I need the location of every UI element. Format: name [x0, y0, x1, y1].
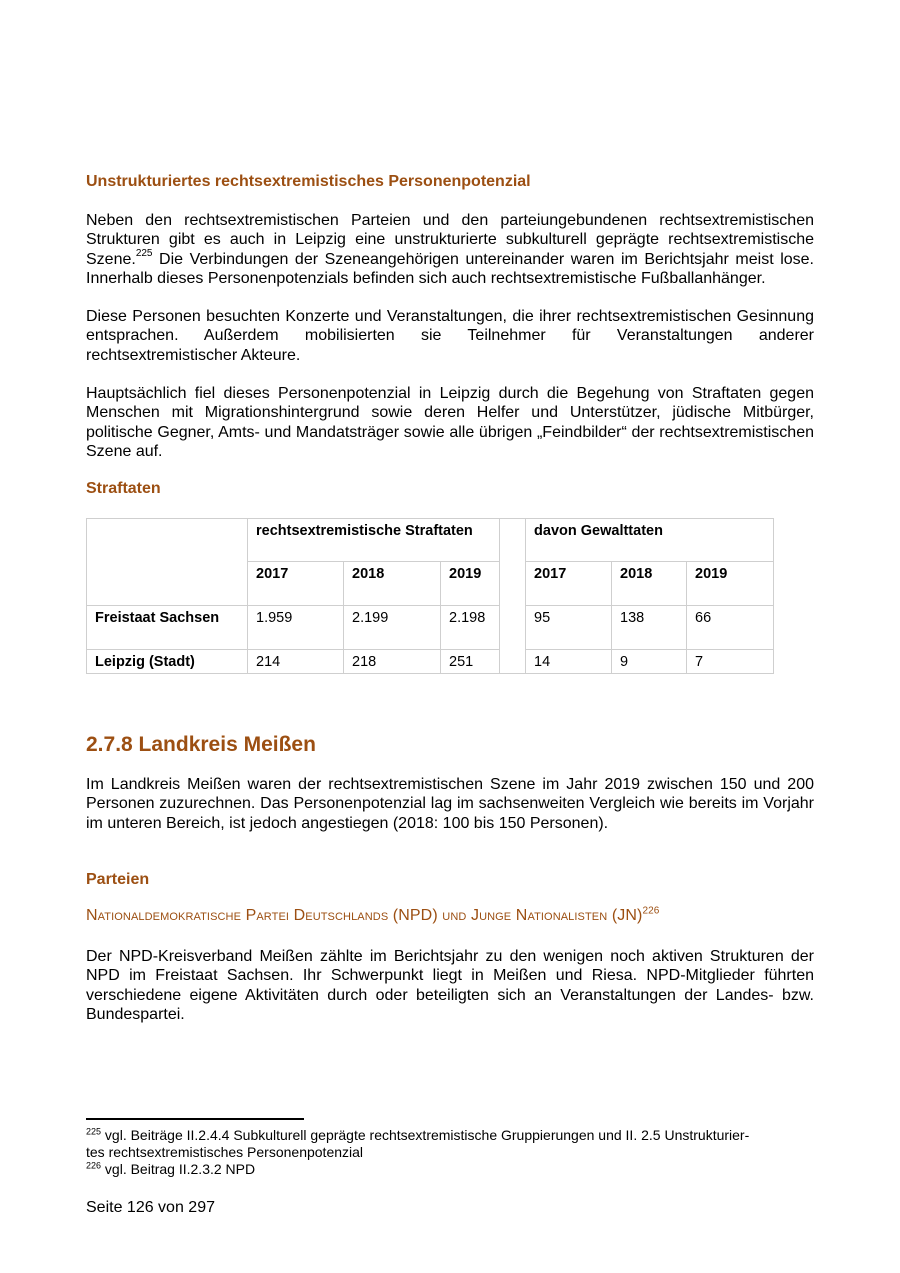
table-year-header: 2018: [612, 562, 687, 606]
table-cell: 2.199: [344, 606, 441, 650]
table-row: [87, 606, 774, 650]
table-cell: 2.198: [441, 606, 500, 650]
footnote-226: [86, 1161, 814, 1178]
table-cell: 1.959: [248, 606, 344, 650]
footnote-divider: [86, 1118, 304, 1120]
table-cell: 218: [344, 650, 441, 674]
footnote-ref-226[interactable]: 226: [642, 905, 660, 917]
straftaten-table: [86, 518, 774, 674]
table-year-header: 2018: [344, 562, 441, 606]
paragraph-text: Neben den rechtsextremistischen Parteien und den parteiungebundenen rechtsextremistischen Strukturen gibt es auch in Leipzig eine unstrukturierte subkulturell geprägte rechtsextremistische Szene.: [86, 212, 814, 268]
table-cell: 251: [441, 650, 500, 674]
footnote-text: vgl. Beiträge II.2.4.4 Subkulturell geprägte rechtsextremistische Gruppierungen und II. 2.5 Unstrukturier-: [101, 1127, 750, 1143]
table-group-header-gewalttaten: davon Gewalttaten: [526, 519, 774, 562]
paragraph-szene: [86, 211, 814, 288]
table-year-header: 2019: [441, 562, 500, 606]
footnote-number: 226: [86, 1160, 102, 1171]
paragraph-meissen: Im Landkreis Meißen waren der rechtsextremistischen Szene im Jahr 2019 zwischen 150 und 200 Personen zuzurechnen. Das Personenpotenzial lag im sachsenweiten Vergleich wie bereits im Vorjahr im unteren Bereich, ist jedoch angestiegen (2018: 100 bis 150 Personen).: [86, 776, 814, 832]
table-row-label: Freistaat Sachsen: [87, 606, 248, 650]
npd-heading-text: Nationaldemokratische Partei Deutschlands (NPD) und Junge Nationalisten (JN): [86, 907, 643, 924]
table-cell: 9: [612, 650, 687, 674]
footnotes: [86, 1127, 814, 1178]
table-group-header-straftaten: rechtsextremistische Straftaten: [248, 519, 500, 562]
footnote-225: [86, 1127, 814, 1161]
chapter-heading-meissen: 2.7.8 Landkreis Meißen: [86, 733, 316, 756]
table-cell: 14: [526, 650, 612, 674]
table-year-header: 2019: [687, 562, 774, 606]
paragraph-konzerte: Diese Personen besuchten Konzerte und Veranstaltungen, die ihrer rechtsextremistischen Gesinnung entsprachen. Außerdem mobilisierten sie Teilnehmer für Veranstaltungen anderer rechtsextremistischer Akteure.: [86, 308, 814, 364]
table-row-label: Leipzig (Stadt): [87, 650, 248, 674]
table-cell: 95: [526, 606, 612, 650]
table-cell: 138: [612, 606, 687, 650]
table-cell: 66: [687, 606, 774, 650]
table-row: [87, 650, 774, 674]
footnote-text: vgl. Beitrag II.2.3.2 NPD: [101, 1161, 256, 1177]
footnote-ref-225[interactable]: 225: [135, 248, 153, 260]
footnote-number: 225: [86, 1126, 102, 1137]
npd-heading: [86, 907, 659, 925]
section-heading-personenpotenzial: Unstrukturiertes rechtsextremistisches Personenpotenzial: [86, 173, 531, 190]
paragraph-text: Die Verbindungen der Szeneangehörigen untereinander waren im Berichtsjahr meist lose. Innerhalb dieses Personenpotenzials befinden sich auch rechtsextremistische Fußballanhänger.: [86, 250, 814, 287]
table-cell: 214: [248, 650, 344, 674]
paragraph-straftaten-beschreibung: Hauptsächlich fiel dieses Personenpotenzial in Leipzig durch die Begehung von Straftaten gegen Menschen mit Migrationshintergrund sowie deren Helfer und Unterstützer, jüdische Mitbürger, politische Gegner, Amts- und Mandatsträger sowie alle übrigen „Feindbilder“ der rechtsextremistischen Szene auf.: [86, 385, 814, 460]
table-spacer-column: [500, 519, 526, 674]
table-year-header: 2017: [248, 562, 344, 606]
paragraph-npd: Der NPD-Kreisverband Meißen zählte im Berichtsjahr zu den wenigen noch aktiven Strukturen der NPD im Freistaat Sachsen. Ihr Schwerpunkt liegt in Meißen und Riesa. NPD-Mitglieder führten verschiedene eigene Aktivitäten durch oder beteiligten sich an Veranstaltungen der Landes- bzw. Bundespartei.: [86, 948, 814, 1023]
footnote-text: tes rechtsextremistisches Personenpotenzial: [86, 1144, 364, 1160]
table-corner-cell: [87, 519, 248, 606]
section-heading-straftaten: Straftaten: [86, 480, 161, 497]
page-number: Seite 126 von 297: [86, 1199, 215, 1216]
table-year-header: 2017: [526, 562, 612, 606]
table-cell: 7: [687, 650, 774, 674]
section-heading-parteien: Parteien: [86, 871, 150, 888]
